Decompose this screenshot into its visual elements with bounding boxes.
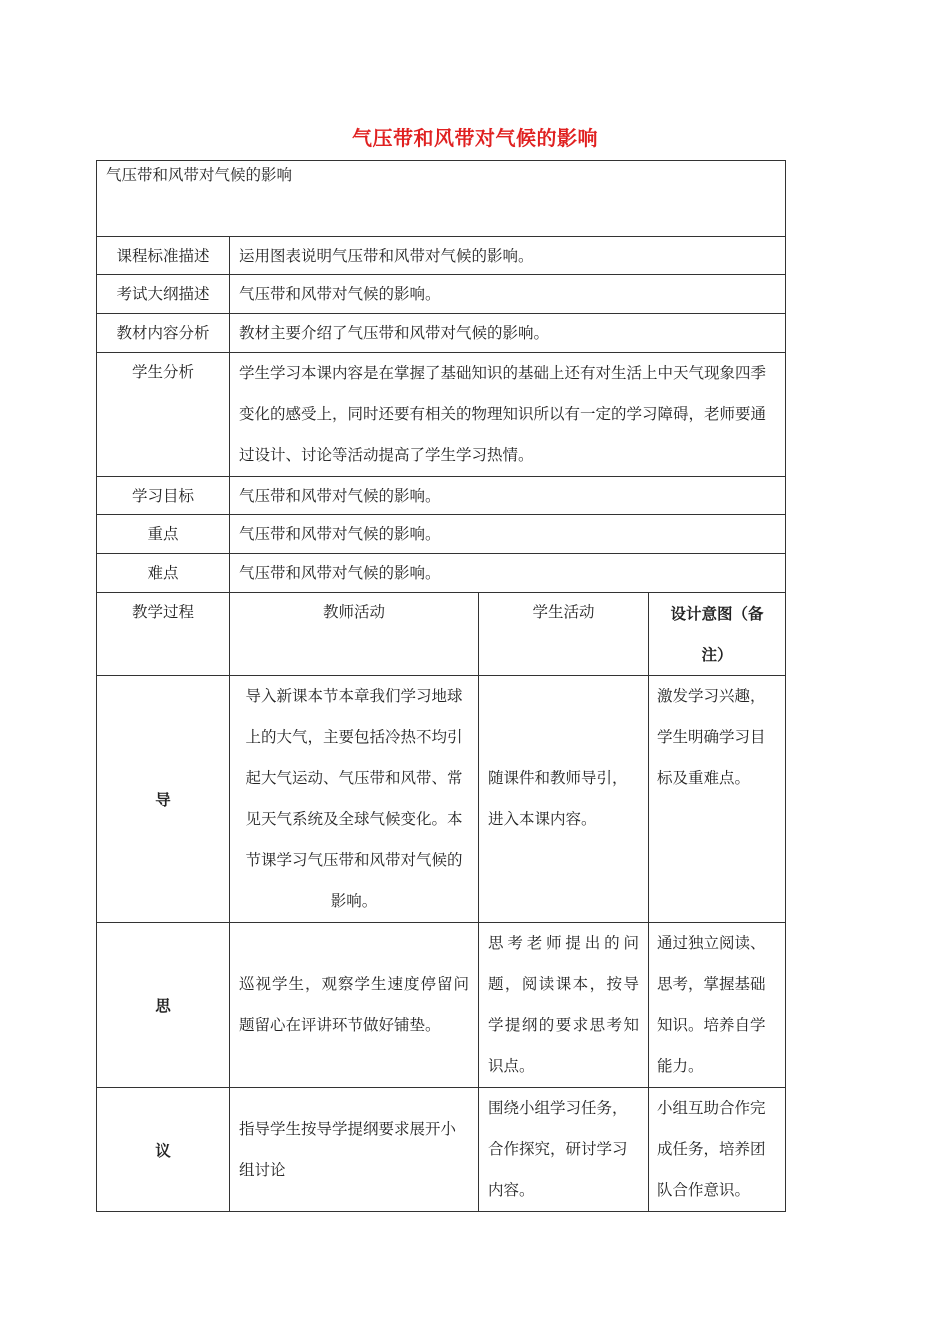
header-student: 学生活动 — [532, 603, 595, 621]
design-intent: 通过独立阅读、思考，掌握基础知识。培养自学能力。 — [657, 934, 766, 1075]
topic-cell — [97, 161, 786, 237]
info-label: 难点 — [147, 564, 179, 582]
design-intent: 激发学习兴趣，学生明确学习目标及重难点。 — [657, 687, 766, 787]
stage-label: 思 — [155, 996, 171, 1015]
header-process: 教学过程 — [131, 603, 194, 621]
info-label: 教材内容分析 — [116, 324, 210, 342]
info-content: 气压带和风带对气候的影响。 — [239, 285, 441, 303]
info-content: 学生学习本课内容是在掌握了基础知识的基础上还有对生活上中天气现象四季变化的感受上，同时还要有相关的物理知识所以有一定的学习障碍，老师要通过设计、讨论等活动提高了学生学习热情。 — [239, 364, 767, 464]
info-content: 教材主要介绍了气压带和风带对气候的影响。 — [239, 324, 550, 342]
info-row — [97, 515, 786, 554]
teacher-activity: 指导学生按导学提纲要求展开小组讨论 — [239, 1119, 457, 1179]
info-row — [97, 353, 786, 477]
topic-row — [97, 161, 786, 237]
info-label: 课程标准描述 — [116, 247, 210, 265]
student-activity: 随课件和教师导引，进入本课内容。 — [488, 769, 628, 828]
process-header-row — [97, 593, 786, 676]
info-content: 气压带和风带对气候的影响。 — [239, 525, 441, 543]
info-label: 考试大纲描述 — [116, 285, 210, 303]
info-label: 学生分析 — [131, 363, 194, 381]
topic-text: 气压带和风带对气候的影响 — [106, 166, 293, 184]
teacher-activity: 导入新课本节本章我们学习地球上的大气，主要包括冷热不均引起大气运动、气压带和风带、常见天气系统及全球气候变化。本节课学习气压带和风带对气候的影响。 — [245, 687, 463, 910]
info-row — [97, 237, 786, 275]
info-label: 重点 — [147, 525, 179, 543]
student-activity: 思考老师提出的问题，阅读课本，按导学提纲的要求思考知识点。 — [488, 934, 639, 1075]
process-row — [97, 676, 786, 923]
lesson-plan-table — [96, 160, 786, 1212]
info-label: 学习目标 — [131, 487, 194, 505]
design-intent: 小组互助合作完成任务，培养团队合作意识。 — [657, 1099, 766, 1199]
info-content: 气压带和风带对气候的影响。 — [239, 487, 441, 505]
info-row — [97, 314, 786, 353]
page-title: 气压带和风带对气候的影响 — [352, 126, 598, 150]
process-row — [97, 923, 786, 1088]
info-content: 运用图表说明气压带和风带对气候的影响。 — [239, 247, 534, 265]
teacher-activity: 巡视学生，观察学生速度停留问题留心在评讲环节做好铺垫。 — [239, 975, 469, 1034]
info-content: 气压带和风带对气候的影响。 — [239, 564, 441, 582]
process-row — [97, 1088, 786, 1212]
student-activity: 围绕小组学习任务，合作探究，研讨学习内容。 — [488, 1099, 628, 1199]
header-intent: 设计意图（备注） — [670, 604, 764, 664]
info-row — [97, 554, 786, 593]
header-teacher: 教师活动 — [322, 603, 385, 621]
stage-label: 导 — [155, 790, 171, 809]
info-row — [97, 275, 786, 314]
info-row — [97, 477, 786, 515]
stage-label: 议 — [155, 1140, 171, 1160]
